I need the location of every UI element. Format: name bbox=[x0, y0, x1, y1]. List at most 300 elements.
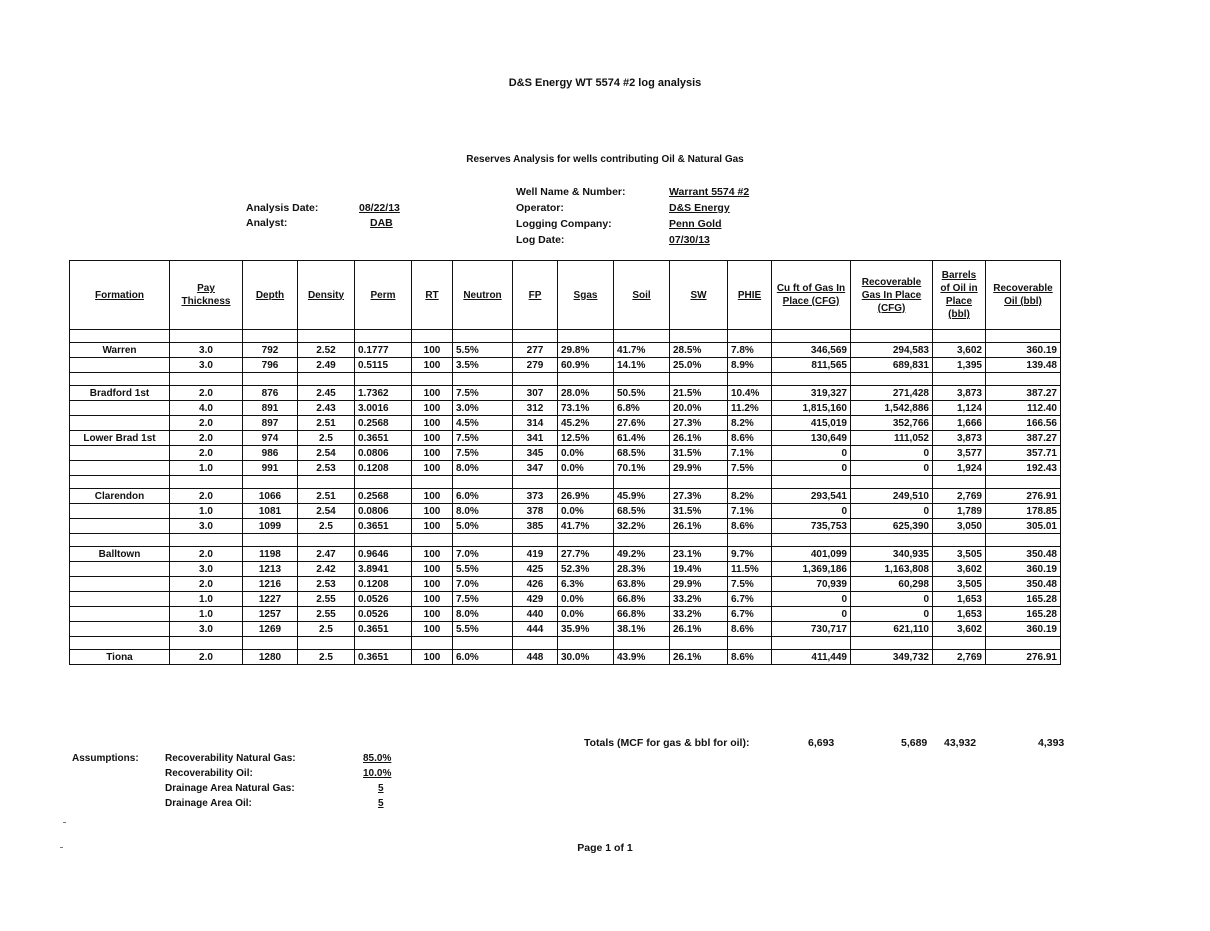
table-cell: 3,505 bbox=[933, 547, 986, 562]
table-cell: 8.2% bbox=[728, 416, 772, 431]
table-cell: 2.5 bbox=[298, 431, 355, 446]
table-cell: 876 bbox=[243, 386, 298, 401]
table-cell: 991 bbox=[243, 461, 298, 476]
table-cell: 21.5% bbox=[670, 386, 728, 401]
table-cell: 8.6% bbox=[728, 431, 772, 446]
table-cell: 1216 bbox=[243, 577, 298, 592]
table-cell: 41.7% bbox=[558, 519, 614, 534]
table-cell: 373 bbox=[513, 489, 558, 504]
table-cell bbox=[614, 637, 670, 650]
table-cell bbox=[986, 330, 1061, 343]
table-cell: 60.9% bbox=[558, 358, 614, 373]
table-cell bbox=[851, 637, 933, 650]
table-cell: 3,873 bbox=[933, 431, 986, 446]
table-cell: 1,653 bbox=[933, 592, 986, 607]
table-cell: 8.0% bbox=[453, 607, 513, 622]
assumption-label: Recoverability Oil: bbox=[165, 768, 253, 779]
table-cell: 0 bbox=[851, 607, 933, 622]
table-cell: 27.3% bbox=[670, 416, 728, 431]
table-cell bbox=[70, 373, 170, 386]
table-cell bbox=[614, 476, 670, 489]
table-cell bbox=[243, 534, 298, 547]
table-cell: 1.0 bbox=[170, 461, 243, 476]
table-cell: 0.0526 bbox=[355, 607, 412, 622]
table-cell: 11.2% bbox=[728, 401, 772, 416]
table-cell: 26.9% bbox=[558, 489, 614, 504]
table-cell: 625,390 bbox=[851, 519, 933, 534]
operator-label: Operator: bbox=[516, 202, 564, 214]
table-cell: 0 bbox=[851, 504, 933, 519]
col-header: Barrels of Oil in Place (bbl) bbox=[933, 261, 986, 330]
table-cell: 0 bbox=[772, 504, 851, 519]
reserves-table bbox=[69, 260, 1061, 665]
totals-gas: 6,693 bbox=[808, 737, 835, 749]
table-row bbox=[70, 373, 1061, 386]
table-cell bbox=[70, 519, 170, 534]
table-cell bbox=[453, 534, 513, 547]
table-cell bbox=[412, 330, 453, 343]
table-cell: 33.2% bbox=[670, 607, 728, 622]
col-header: Depth bbox=[243, 261, 298, 330]
table-cell: 10.4% bbox=[728, 386, 772, 401]
table-cell: 360.19 bbox=[986, 562, 1061, 577]
table-row bbox=[70, 446, 1061, 461]
table-cell bbox=[70, 562, 170, 577]
table-cell: 19.4% bbox=[670, 562, 728, 577]
table-cell: 2.45 bbox=[298, 386, 355, 401]
table-cell bbox=[70, 358, 170, 373]
table-cell: 31.5% bbox=[670, 504, 728, 519]
table-cell: 897 bbox=[243, 416, 298, 431]
table-cell: 689,831 bbox=[851, 358, 933, 373]
table-cell bbox=[728, 637, 772, 650]
table-row bbox=[70, 534, 1061, 547]
table-cell: Bradford 1st bbox=[70, 386, 170, 401]
table-cell bbox=[298, 534, 355, 547]
table-cell: 0 bbox=[851, 592, 933, 607]
table-cell: 294,583 bbox=[851, 343, 933, 358]
col-header: Perm bbox=[355, 261, 412, 330]
col-header: Recoverable Oil (bbl) bbox=[986, 261, 1061, 330]
table-cell: 28.0% bbox=[558, 386, 614, 401]
table-cell: 2.49 bbox=[298, 358, 355, 373]
table-cell: 7.5% bbox=[453, 592, 513, 607]
table-cell: 26.1% bbox=[670, 650, 728, 665]
table-cell: 100 bbox=[412, 343, 453, 358]
col-header: FP bbox=[513, 261, 558, 330]
table-cell: 4.0 bbox=[170, 401, 243, 416]
table-cell: 2.47 bbox=[298, 547, 355, 562]
table-cell bbox=[772, 373, 851, 386]
table-row bbox=[70, 562, 1061, 577]
table-cell: Clarendon bbox=[70, 489, 170, 504]
table-cell: 276.91 bbox=[986, 650, 1061, 665]
table-cell: 26.1% bbox=[670, 519, 728, 534]
table-cell: 448 bbox=[513, 650, 558, 665]
table-cell: 100 bbox=[412, 577, 453, 592]
table-cell: 305.01 bbox=[986, 519, 1061, 534]
table-cell: 2,769 bbox=[933, 650, 986, 665]
table-cell: 43.9% bbox=[614, 650, 670, 665]
table-cell: 8.6% bbox=[728, 650, 772, 665]
table-cell: 2.53 bbox=[298, 577, 355, 592]
totals-oil: 43,932 bbox=[944, 737, 977, 749]
table-cell: 2.51 bbox=[298, 416, 355, 431]
table-cell: 425 bbox=[513, 562, 558, 577]
table-cell: 8.6% bbox=[728, 519, 772, 534]
table-body bbox=[70, 330, 1061, 665]
table-cell: 33.2% bbox=[670, 592, 728, 607]
table-cell bbox=[670, 637, 728, 650]
table-cell: 100 bbox=[412, 489, 453, 504]
table-cell bbox=[728, 476, 772, 489]
table-cell: 440 bbox=[513, 607, 558, 622]
table-cell: 5.5% bbox=[453, 562, 513, 577]
analysis-date-label: Analysis Date: bbox=[246, 202, 319, 214]
table-cell: 12.5% bbox=[558, 431, 614, 446]
table-cell: 360.19 bbox=[986, 622, 1061, 637]
table-cell bbox=[772, 476, 851, 489]
table-cell bbox=[70, 622, 170, 637]
table-cell: 387.27 bbox=[986, 386, 1061, 401]
table-cell bbox=[70, 476, 170, 489]
table-cell: 0 bbox=[772, 592, 851, 607]
table-cell: 2.51 bbox=[298, 489, 355, 504]
table-cell: 349,732 bbox=[851, 650, 933, 665]
table-cell: 2.53 bbox=[298, 461, 355, 476]
table-cell: 8.6% bbox=[728, 622, 772, 637]
assumption-label: Drainage Area Natural Gas: bbox=[165, 783, 295, 794]
table-cell: 0.1777 bbox=[355, 343, 412, 358]
table-cell: 6.0% bbox=[453, 489, 513, 504]
table-cell bbox=[513, 637, 558, 650]
table-cell: 3.0016 bbox=[355, 401, 412, 416]
table-row bbox=[70, 401, 1061, 416]
table-cell bbox=[986, 637, 1061, 650]
table-cell: 2.52 bbox=[298, 343, 355, 358]
table-cell bbox=[355, 476, 412, 489]
table-cell bbox=[453, 476, 513, 489]
table-cell: 100 bbox=[412, 416, 453, 431]
table-cell bbox=[170, 476, 243, 489]
table-cell: 1.7362 bbox=[355, 386, 412, 401]
table-cell: 100 bbox=[412, 386, 453, 401]
table-row bbox=[70, 416, 1061, 431]
table-cell: 29.8% bbox=[558, 343, 614, 358]
table-cell: 378 bbox=[513, 504, 558, 519]
table-cell: 3,505 bbox=[933, 577, 986, 592]
table-cell: 0.0% bbox=[558, 446, 614, 461]
table-cell: 1066 bbox=[243, 489, 298, 504]
table-cell bbox=[614, 373, 670, 386]
table-cell: 45.2% bbox=[558, 416, 614, 431]
table-row bbox=[70, 650, 1061, 665]
table-cell: 73.1% bbox=[558, 401, 614, 416]
scan-mark bbox=[60, 847, 63, 848]
table-cell: 1,924 bbox=[933, 461, 986, 476]
table-cell: 1,369,186 bbox=[772, 562, 851, 577]
table-cell: 3,050 bbox=[933, 519, 986, 534]
col-header: Soil bbox=[614, 261, 670, 330]
table-cell bbox=[453, 330, 513, 343]
table-cell: 3,602 bbox=[933, 562, 986, 577]
table-cell: 312 bbox=[513, 401, 558, 416]
table-cell: 139.48 bbox=[986, 358, 1061, 373]
table-cell: 100 bbox=[412, 519, 453, 534]
table-cell bbox=[728, 373, 772, 386]
table-cell: 0.3651 bbox=[355, 519, 412, 534]
table-cell: 165.28 bbox=[986, 607, 1061, 622]
table-cell: 2.54 bbox=[298, 504, 355, 519]
table-cell: 2.43 bbox=[298, 401, 355, 416]
table-cell: 314 bbox=[513, 416, 558, 431]
table-cell bbox=[298, 476, 355, 489]
table-cell bbox=[298, 637, 355, 650]
table-cell: 271,428 bbox=[851, 386, 933, 401]
table-cell: 986 bbox=[243, 446, 298, 461]
table-cell: 26.1% bbox=[670, 431, 728, 446]
table-cell: 2.5 bbox=[298, 622, 355, 637]
table-cell: 68.5% bbox=[614, 504, 670, 519]
table-cell bbox=[670, 330, 728, 343]
table-cell: 3,602 bbox=[933, 343, 986, 358]
table-cell: 100 bbox=[412, 446, 453, 461]
table-cell bbox=[355, 534, 412, 547]
table-cell: 2.0 bbox=[170, 431, 243, 446]
table-cell: 2.0 bbox=[170, 650, 243, 665]
col-header: SW bbox=[670, 261, 728, 330]
table-cell: 100 bbox=[412, 504, 453, 519]
table-cell bbox=[513, 476, 558, 489]
table-cell: 352,766 bbox=[851, 416, 933, 431]
table-cell bbox=[70, 461, 170, 476]
table-row bbox=[70, 358, 1061, 373]
table-cell: 385 bbox=[513, 519, 558, 534]
table-cell bbox=[728, 534, 772, 547]
table-cell: 25.0% bbox=[670, 358, 728, 373]
table-cell: 165.28 bbox=[986, 592, 1061, 607]
table-cell: 112.40 bbox=[986, 401, 1061, 416]
table-cell: 11.5% bbox=[728, 562, 772, 577]
table-cell: 0 bbox=[772, 461, 851, 476]
table-cell: 178.85 bbox=[986, 504, 1061, 519]
table-row bbox=[70, 592, 1061, 607]
table-cell: 27.3% bbox=[670, 489, 728, 504]
table-cell bbox=[355, 637, 412, 650]
table-cell bbox=[728, 330, 772, 343]
table-cell: 1257 bbox=[243, 607, 298, 622]
table-cell: 0.3651 bbox=[355, 622, 412, 637]
table-cell: 20.0% bbox=[670, 401, 728, 416]
table-cell: 26.1% bbox=[670, 622, 728, 637]
table-cell: 735,753 bbox=[772, 519, 851, 534]
table-row bbox=[70, 431, 1061, 446]
table-cell: 307 bbox=[513, 386, 558, 401]
table-row bbox=[70, 547, 1061, 562]
table-cell bbox=[513, 330, 558, 343]
table-cell: 66.8% bbox=[614, 607, 670, 622]
table-cell bbox=[70, 446, 170, 461]
table-cell: 350.48 bbox=[986, 547, 1061, 562]
table-cell: 0 bbox=[851, 446, 933, 461]
table-cell: 2.0 bbox=[170, 577, 243, 592]
table-cell: 415,019 bbox=[772, 416, 851, 431]
table-cell bbox=[243, 330, 298, 343]
table-cell bbox=[70, 504, 170, 519]
table-cell: 3,577 bbox=[933, 446, 986, 461]
well-label: Well Name & Number: bbox=[516, 186, 626, 198]
table-cell: 341 bbox=[513, 431, 558, 446]
table-cell: 100 bbox=[412, 650, 453, 665]
table-cell bbox=[70, 637, 170, 650]
table-cell bbox=[851, 373, 933, 386]
table-cell: 426 bbox=[513, 577, 558, 592]
col-header: Neutron bbox=[453, 261, 513, 330]
table-cell: 1,395 bbox=[933, 358, 986, 373]
well-value: Warrant 5574 #2 bbox=[669, 186, 750, 198]
table-cell: 100 bbox=[412, 401, 453, 416]
table-cell: 3.0% bbox=[453, 401, 513, 416]
table-cell: 293,541 bbox=[772, 489, 851, 504]
table-cell bbox=[355, 373, 412, 386]
table-cell: 8.0% bbox=[453, 504, 513, 519]
table-row bbox=[70, 330, 1061, 343]
table-cell bbox=[170, 373, 243, 386]
table-cell: 0.0526 bbox=[355, 592, 412, 607]
table-cell: 429 bbox=[513, 592, 558, 607]
table-cell: 3.0 bbox=[170, 562, 243, 577]
table-cell: 3.0 bbox=[170, 622, 243, 637]
logging-company-label: Logging Company: bbox=[516, 218, 612, 230]
table-cell bbox=[170, 330, 243, 343]
table-cell bbox=[70, 577, 170, 592]
totals-label: Totals (MCF for gas & bbl for oil): bbox=[584, 737, 750, 749]
table-cell: 1198 bbox=[243, 547, 298, 562]
table-cell: 1280 bbox=[243, 650, 298, 665]
table-cell bbox=[558, 476, 614, 489]
table-cell: 1,815,160 bbox=[772, 401, 851, 416]
table-cell bbox=[170, 637, 243, 650]
table-cell: 2.0 bbox=[170, 547, 243, 562]
table-cell: 0.3651 bbox=[355, 431, 412, 446]
table-cell: 9.7% bbox=[728, 547, 772, 562]
table-cell: 0.3651 bbox=[355, 650, 412, 665]
table-cell: 100 bbox=[412, 622, 453, 637]
table-cell: 7.5% bbox=[453, 386, 513, 401]
table-cell bbox=[933, 534, 986, 547]
table-cell: 340,935 bbox=[851, 547, 933, 562]
col-header: Sgas bbox=[558, 261, 614, 330]
table-cell: 7.1% bbox=[728, 504, 772, 519]
table-cell bbox=[70, 607, 170, 622]
table-cell: 3.8941 bbox=[355, 562, 412, 577]
table-cell: 1.0 bbox=[170, 592, 243, 607]
table-cell: 730,717 bbox=[772, 622, 851, 637]
table-cell: 3.0 bbox=[170, 519, 243, 534]
table-cell: 63.8% bbox=[614, 577, 670, 592]
table-cell: 111,052 bbox=[851, 431, 933, 446]
table-cell: 346,569 bbox=[772, 343, 851, 358]
table-cell: 0 bbox=[772, 446, 851, 461]
page-footer: Page 1 of 1 bbox=[577, 842, 633, 854]
table-cell bbox=[412, 373, 453, 386]
totals-recoverable-oil: 4,393 bbox=[1038, 737, 1065, 749]
table-cell: 7.5% bbox=[728, 461, 772, 476]
table-cell bbox=[614, 534, 670, 547]
table-cell: 621,110 bbox=[851, 622, 933, 637]
col-header: Recoverable Gas In Place (CFG) bbox=[851, 261, 933, 330]
table-cell: 2.54 bbox=[298, 446, 355, 461]
table-cell: 7.8% bbox=[728, 343, 772, 358]
table-cell: 6.3% bbox=[558, 577, 614, 592]
table-cell: 29.9% bbox=[670, 461, 728, 476]
table-cell bbox=[298, 330, 355, 343]
table-cell: 130,649 bbox=[772, 431, 851, 446]
table-cell: 0.9646 bbox=[355, 547, 412, 562]
table-cell: 2,769 bbox=[933, 489, 986, 504]
table-cell: 444 bbox=[513, 622, 558, 637]
table-cell: 38.1% bbox=[614, 622, 670, 637]
table-cell: 3.0 bbox=[170, 343, 243, 358]
table-cell: 0.0% bbox=[558, 607, 614, 622]
table-cell: 357.71 bbox=[986, 446, 1061, 461]
table-row bbox=[70, 504, 1061, 519]
table-cell: 100 bbox=[412, 562, 453, 577]
table-cell bbox=[453, 373, 513, 386]
table-cell: 100 bbox=[412, 547, 453, 562]
table-cell: 32.2% bbox=[614, 519, 670, 534]
table-cell: 7.5% bbox=[728, 577, 772, 592]
table-cell: 0.0% bbox=[558, 504, 614, 519]
table-cell: 8.9% bbox=[728, 358, 772, 373]
table-cell: Balltown bbox=[70, 547, 170, 562]
table-cell: 6.7% bbox=[728, 592, 772, 607]
assumption-value: 85.0% bbox=[363, 753, 392, 764]
table-cell: 4.5% bbox=[453, 416, 513, 431]
table-header-row bbox=[70, 261, 1061, 330]
table-cell: 974 bbox=[243, 431, 298, 446]
table-cell: Lower Brad 1st bbox=[70, 431, 170, 446]
table-cell bbox=[70, 401, 170, 416]
table-cell bbox=[558, 637, 614, 650]
table-cell: 2.5 bbox=[298, 650, 355, 665]
table-cell bbox=[513, 534, 558, 547]
table-cell bbox=[933, 637, 986, 650]
table-row bbox=[70, 461, 1061, 476]
table-cell: 41.7% bbox=[614, 343, 670, 358]
table-cell bbox=[670, 476, 728, 489]
table-cell: 3,873 bbox=[933, 386, 986, 401]
col-header: RT bbox=[412, 261, 453, 330]
table-cell: 1081 bbox=[243, 504, 298, 519]
table-cell: 347 bbox=[513, 461, 558, 476]
assumption-label: Drainage Area Oil: bbox=[165, 798, 252, 809]
table-cell: 1.0 bbox=[170, 504, 243, 519]
table-cell: 100 bbox=[412, 358, 453, 373]
table-cell: 100 bbox=[412, 461, 453, 476]
col-header: PHIE bbox=[728, 261, 772, 330]
table-cell: 3,602 bbox=[933, 622, 986, 637]
table-row bbox=[70, 386, 1061, 401]
table-cell: 68.5% bbox=[614, 446, 670, 461]
table-cell: 100 bbox=[412, 607, 453, 622]
table-cell: 2.0 bbox=[170, 416, 243, 431]
table-cell: 28.5% bbox=[670, 343, 728, 358]
table-cell: 792 bbox=[243, 343, 298, 358]
table-cell: 100 bbox=[412, 431, 453, 446]
table-cell: 29.9% bbox=[670, 577, 728, 592]
table-cell bbox=[933, 373, 986, 386]
